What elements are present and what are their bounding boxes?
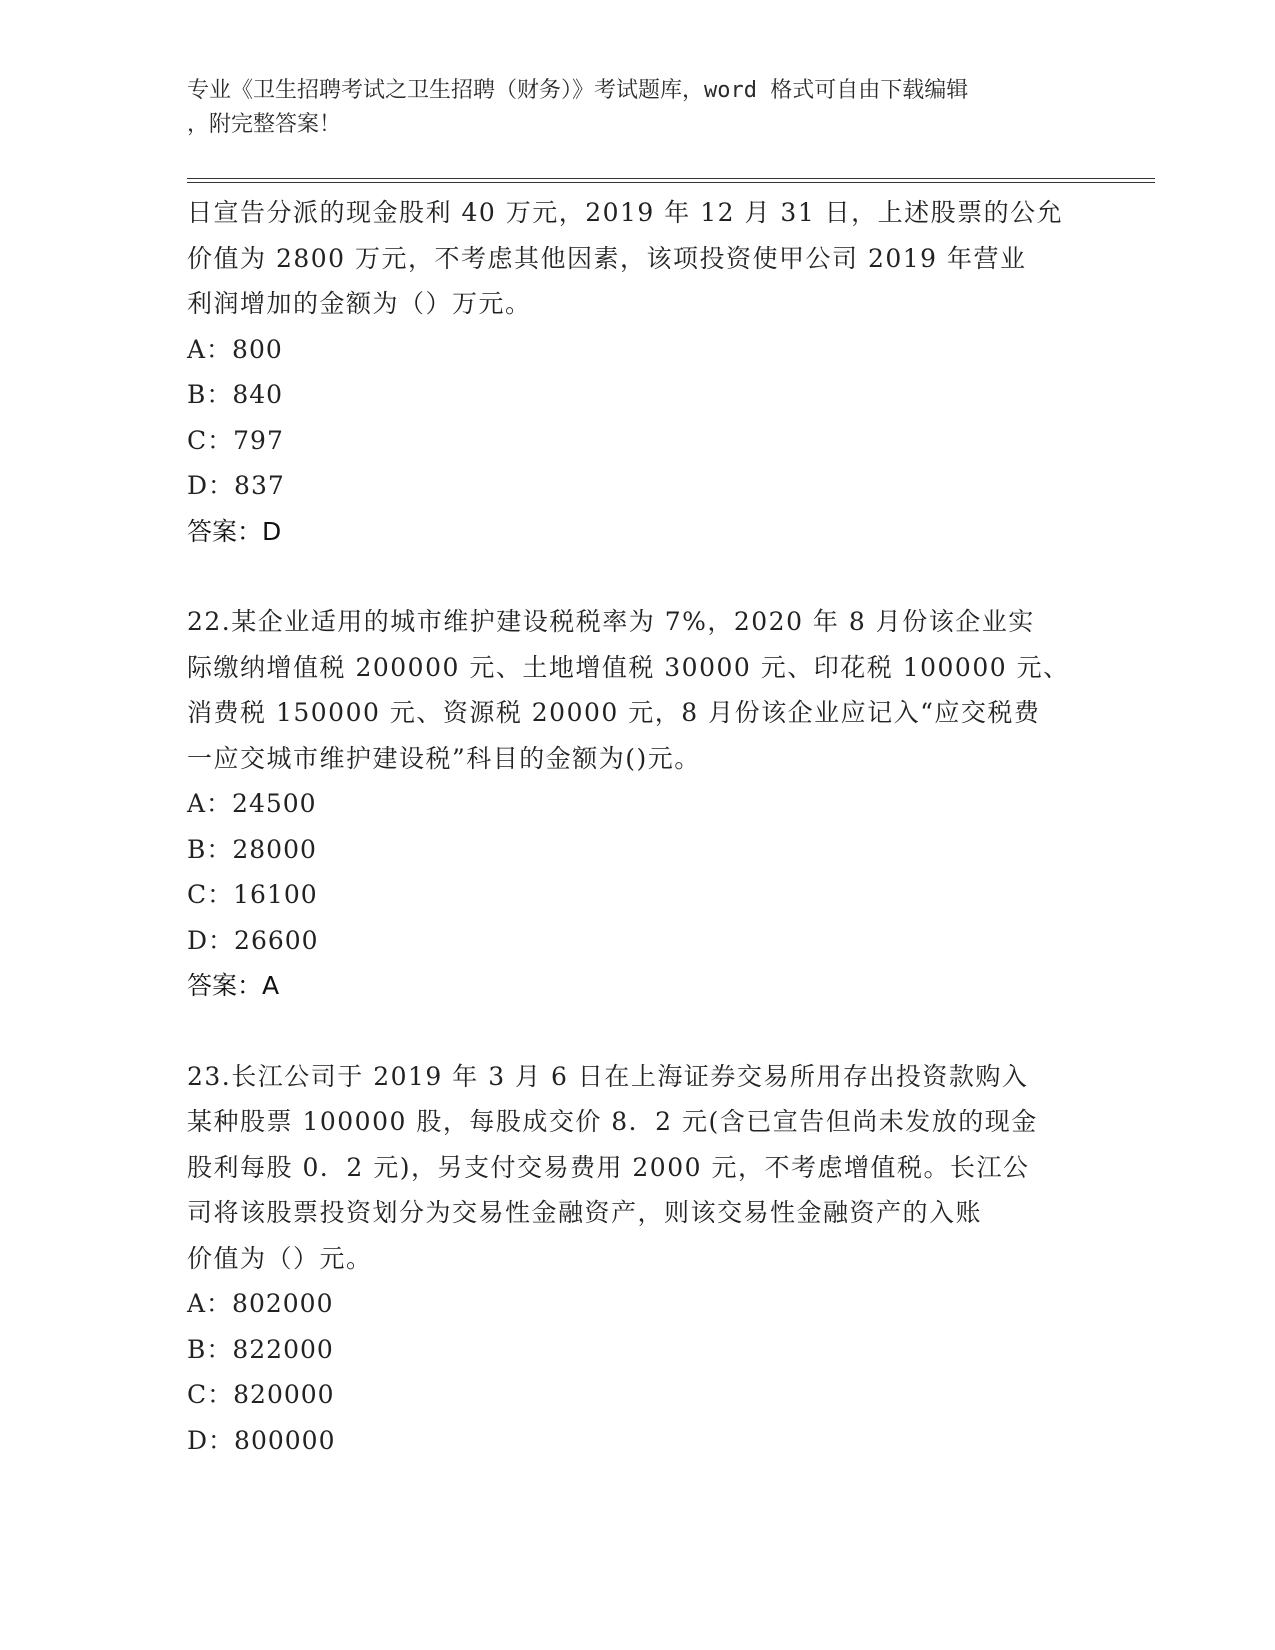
question-stem-line: 价值为 2800 万元，不考虑其他因素，该项投资使甲公司 2019 年营业 — [187, 243, 1027, 273]
question-stem-line: 消费税 150000 元、资源税 20000 元，8 月份该企业应记入“应交税费 — [187, 698, 1041, 727]
question-block — [187, 599, 1087, 1009]
question-spacer — [187, 1009, 1087, 1054]
question-block — [187, 1054, 1087, 1464]
option-c: C：820000 — [187, 1380, 335, 1409]
question-stem-line: 司将该股票投资划分为交易性金融资产，则该交易性金融资产的入账 — [187, 1198, 983, 1227]
option-d: D：800000 — [187, 1425, 336, 1455]
answer-line: 答案：D — [187, 516, 282, 546]
header-line-2: ，附完整答案！ — [187, 112, 342, 137]
question-list — [187, 190, 1087, 1463]
question-stem-line: 某种股票 100000 股，每股成交价 8．2 元(含已宣告但尚未发放的现金 — [187, 1107, 1038, 1136]
header-line-1: 专业《卫生招聘考试之卫生招聘（财务）》考试题库，word 格式可自由下载编辑 — [187, 78, 969, 103]
header-divider — [187, 178, 1155, 183]
question-stem-line: 一应交城市维护建设税”科目的金额为()元。 — [187, 743, 701, 773]
option-a: A：802000 — [187, 1289, 334, 1318]
question-stem-line: 际缴纳增值税 200000 元、土地增值税 30000 元、印花税 100000 元、 — [187, 652, 1070, 682]
question-block — [187, 190, 1087, 554]
question-stem-line: 日宣告分派的现金股利 40 万元，2019 年 12 月 31 日，上述股票的公允 — [187, 198, 1064, 227]
question-stem-line: 股利每股 0．2 元)，另支付交易费用 2000 元，不考虑增值税。长江公 — [187, 1152, 1030, 1182]
option-c: C：16100 — [187, 880, 318, 909]
option-b: B：840 — [187, 380, 284, 409]
question-spacer — [187, 554, 1087, 599]
option-d: D：26600 — [187, 925, 319, 955]
option-d: D：837 — [187, 471, 285, 500]
document-header — [187, 74, 1087, 142]
question-stem-line: 22.某企业适用的城市维护建设税税率为 7%，2020 年 8 月份该企业实 — [187, 607, 1035, 636]
option-a: A：800 — [187, 334, 283, 364]
option-a: A：24500 — [187, 789, 317, 818]
question-stem-line: 价值为（）元。 — [187, 1243, 373, 1273]
answer-line: 答案：A — [187, 971, 280, 1000]
option-c: C：797 — [187, 425, 284, 455]
option-b: B：822000 — [187, 1334, 334, 1364]
question-stem-line: 23.长江公司于 2019 年 3 月 6 日在上海证券交易所用存出投资款购入 — [187, 1061, 1029, 1091]
question-stem-line: 利润增加的金额为（）万元。 — [187, 289, 532, 318]
option-b: B：28000 — [187, 834, 317, 864]
